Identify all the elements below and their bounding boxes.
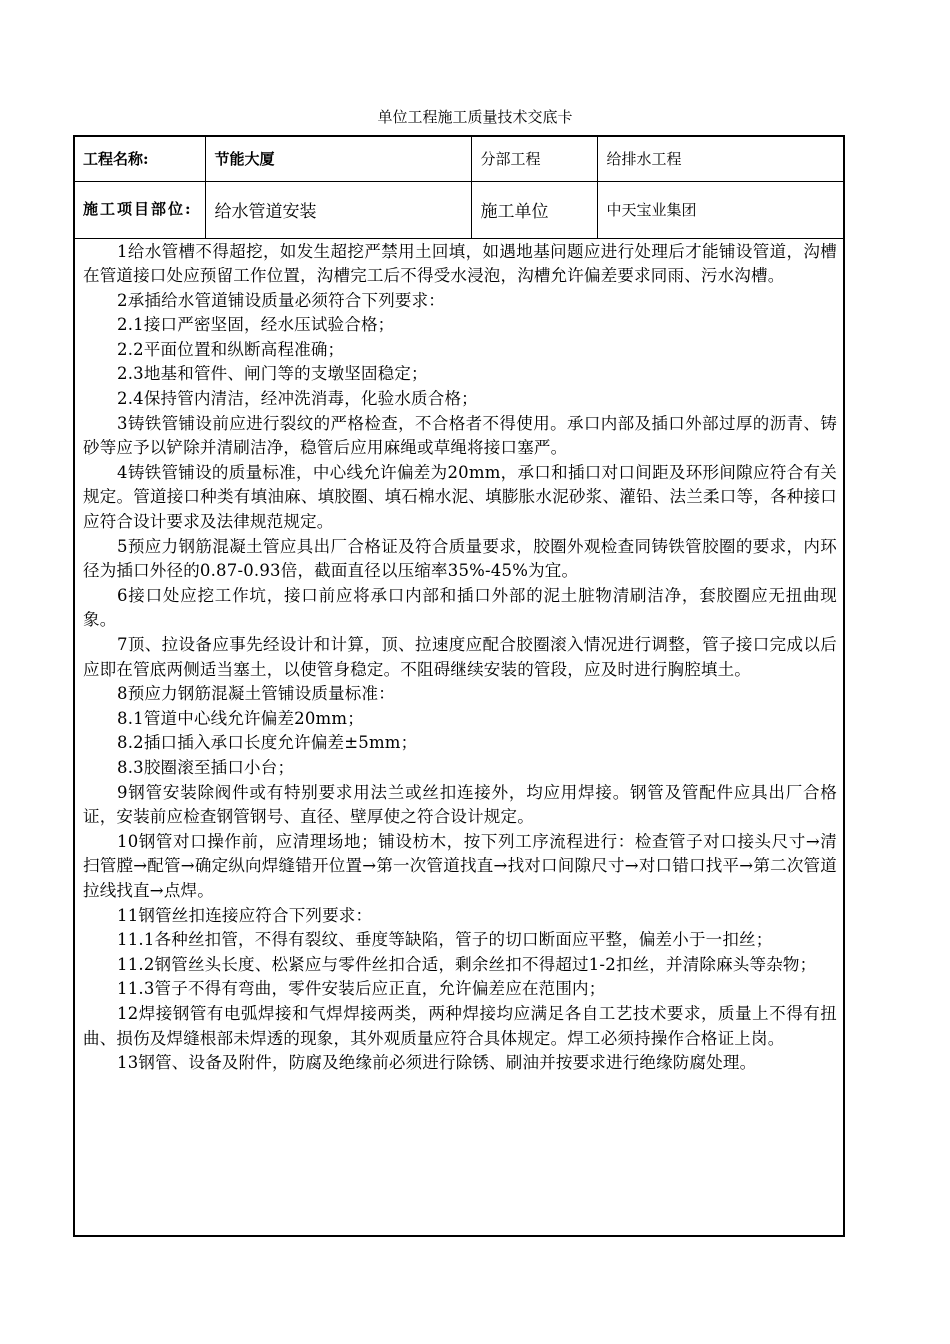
unit-label: 施工单位 [471, 181, 597, 238]
paragraph: 8.1管道中心线允许偏差20mm； [117, 708, 364, 728]
paragraph: 8.2插口插入承口长度允许偏差±5mm； [117, 733, 418, 753]
paragraph: 4铸铁管铺设的质量标准，中心线允许偏差为20mm，承口和插口对口间距及环形间隙应符合有关规定。管道接口种类有填油麻、填胶圈、填石棉水泥、填膨胀水泥砂浆、灌铅、法兰柔口等，各种接口应符合设计要求及法律规范规定。 [83, 462, 837, 532]
project-name-label: 工程名称: [74, 136, 205, 181]
paragraph: 6接口处应挖工作坑，接口前应将承口内部和插口外部的泥土脏物清刷洁净，套胶圈应无扭曲现象。 [83, 585, 837, 630]
paragraph: 8.3胶圈滚至插口小台； [117, 757, 295, 777]
paragraph: 8预应力钢筋混凝土管铺设质量标准： [117, 684, 395, 704]
document-title: 单位工程施工质量技术交底卡 [377, 108, 573, 126]
paragraph: 11.2钢管丝头长度、松紧应与零件丝扣合适，剩余丝扣不得超过1-2扣丝，并清除麻头等杂物； [117, 954, 817, 974]
header-row-2 [74, 181, 844, 238]
project-name-value: 节能大厦 [205, 136, 471, 181]
paragraph: 7顶、拉设备应事先经设计和计算，顶、拉速度应配合胶圈滚入情况进行调整，管子接口完成以后应即在管底两侧适当塞土，以使管身稳定。不阻碍继续安装的管段，应及时进行胸腔填土。 [83, 635, 837, 679]
paragraph: 2.3地基和管件、闸门等的支墩坚固稳定； [117, 364, 428, 384]
paragraph: 2承插给水管道铺设质量必须符合下列要求： [117, 290, 445, 310]
paragraph: 2.1接口严密坚固，经水压试验合格； [117, 315, 395, 335]
disclosure-content [74, 238, 844, 1236]
paragraph: 11.1各种丝扣管，不得有裂纹、垂度等缺陷，管子的切口断面应平整，偏差小于一扣丝； [117, 930, 773, 950]
sub-project-value: 给排水工程 [597, 136, 844, 181]
paragraph: 13钢管、设备及附件，防腐及绝缘前必须进行除锈、刷油并按要求进行绝缘防腐处理。 [117, 1053, 757, 1073]
part-label-cell [74, 181, 205, 238]
sub-project-label: 分部工程 [471, 136, 597, 181]
part-value: 给水管道安装 [205, 181, 471, 238]
paragraph: 1给水管槽不得超挖，如发生超挖严禁用土回填，如遇地基问题应进行处理后才能铺设管道，沟槽在管道接口处应预留工作位置，沟槽完工后不得受水浸泡，沟槽允许偏差要求同雨、污水沟槽。 [83, 241, 837, 286]
paragraph: 10钢管对口操作前，应清理场地；铺设枋木，按下列工序流程进行：检查管子对口接头尺寸→清扫管膛→配管→确定纵向焊缝错开位置→第一次管道找直→找对口间隙尺寸→对口错口找平→第二次管道拉线找直→点焊。 [83, 831, 837, 900]
body-row [74, 238, 844, 1236]
paragraph: 2.2平面位置和纵断高程准确； [117, 339, 345, 359]
paragraph: 5预应力钢筋混凝土管应具出厂合格证及符合质量要求，胶圈外观检查同铸铁管胶圈的要求，内环径为插口外径的0.87-0.93倍，截面直径以压缩率35%-45%为宜。 [83, 536, 837, 581]
part-label: 施工项目部位: [83, 200, 193, 218]
technical-disclosure-table [73, 135, 845, 1237]
paragraph: 9钢管安装除阀件或有特别要求用法兰或丝扣连接外，均应用焊接。钢管及管配件应具出厂合格证，安装前应检查钢管钢号、直径、壁厚使之符合设计规定。 [83, 782, 837, 827]
header-row-1 [74, 136, 844, 181]
paragraph: 2.4保持管内清洁，经冲洗消毒，化验水质合格； [117, 389, 478, 409]
paragraph: 3铸铁管铺设前应进行裂纹的严格检查，不合格者不得使用。承口内部及插口外部过厚的沥青、铸砂等应予以铲除并清刷洁净，稳管后应用麻绳或草绳将接口塞严。 [83, 413, 837, 458]
paragraph: 11钢管丝扣连接应符合下列要求： [117, 905, 373, 925]
paragraph: 11.3管子不得有弯曲，零件安装后应正直，允许偏差应在范围内； [117, 979, 606, 999]
unit-value: 中天宝业集团 [597, 181, 844, 238]
paragraph: 12焊接钢管有电弧焊接和气焊焊接两类，两种焊接均应满足各自工艺技术要求，质量上不得有扭曲、损伤及焊缝根部未焊透的现象，其外观质量应符合具体规定。焊工必须持操作合格证上岗。 [83, 1003, 837, 1048]
